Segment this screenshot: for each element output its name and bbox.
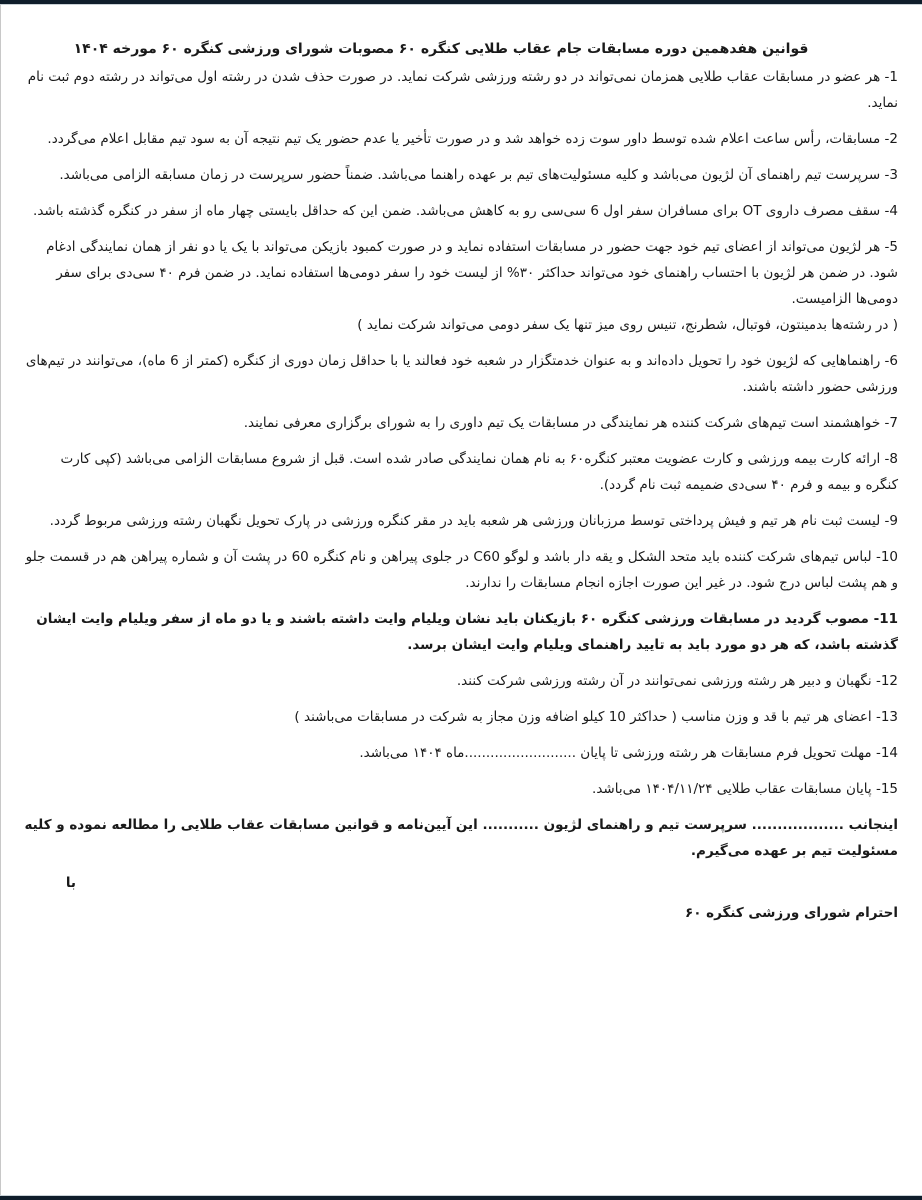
rule-number: 1- [884, 69, 898, 85]
rule-text: خواهشمند است تیم‌های شرکت کننده هر نمایندگی در مسابقات یک تیم داوری را به شورای برگزاری معرفی نمایند. [243, 415, 881, 431]
rule-text: مصوب گردید در مسابقات ورزشی کنگره ۶۰ بازیکنان باید نشان ویلیام وایت داشته باشند و یا دو ماه از سفر ویلیام وایت ایشان گذشته باشد، که هر دو مورد باید به تایید راهنمای ویلیام وایت ایشان برسد. [36, 611, 898, 653]
rule-text: پایان مسابقات عقاب طلایی ۱۴۰۴/۱۱/۲۴ می‌باشد. [592, 781, 872, 797]
rule-item-11 [24, 606, 898, 658]
top-frame-line [0, 4, 922, 5]
rule-number: 10- [875, 549, 898, 565]
rule-number: 11- [873, 611, 898, 627]
rule-text: هر عضو در مسابقات عقاب طلایی همزمان نمی‌تواند در دو رشته ورزشی شرکت نماید. در صورت حذف شدن در رشته اول می‌تواند در رشته دوم ثبت نام نماید. [27, 69, 898, 111]
rule-item-6 [24, 348, 898, 400]
rule-text: ارائه کارت بیمه ورزشی و کارت عضویت معتبر کنگره۶۰ به نام همان نمایندگی صادر شده است. قبل از شروع مسابقات الزامی می‌باشد (کپی کارت کنگره و بیمه و فرم ۴۰ سی‌دی ضمیمه ثبت نام گردد). [60, 451, 898, 493]
rule-number: 12- [875, 673, 898, 689]
rule-text: هر لژیون می‌تواند از اعضای تیم خود جهت حضور در مسابقات استفاده نماید و در صورت کمبود بازیکن می‌تواند با یک یا دو نفر از همان نمایندگی ادغام شود. در ضمن هر لژیون با احتساب راهنمای خود می‌تواند حداکثر ۳۰% از لیست خود را سفر دومی‌ها استفاده نماید. در ضمن فرم ۴۰ سی‌دی برای سفر دومی‌ها الزامیست. [46, 239, 898, 307]
closing-declaration: اینجانب .................. سرپرست تیم و راهنمای لژیون ........... این آیین‌نامه و قوانین مسابقات عقاب طلایی را مطالعه نموده و کلیه مسئولیت تیم بر عهده می‌گیرم. [24, 817, 898, 859]
rule-text: لباس تیم‌های شرکت کننده باید متحد الشکل و یقه دار باشد و لوگو C60 در جلوی پیراهن و نام کنگره 60 در پشت آن و شماره پیراهن هم در قسمت جلو و هم پشت لباس درج شود. در غیر این صورت اجازه انجام مسابقات را ندارند. [25, 549, 898, 591]
rule-text: سرپرست تیم راهنمای آن لژیون می‌باشد و کلیه مسئولیت‌های تیم بر عهده راهنما می‌باشد. ضمناً حضور سرپرست در زمان مسابقه الزامی می‌باشد. [59, 167, 881, 183]
rule-number: 6- [884, 353, 898, 369]
rule-note: ( در رشته‌ها بدمینتون، فوتبال، شطرنج، تنیس روی میز تنها یک سفر دومی می‌تواند شرکت نماید ) [357, 317, 898, 333]
rule-text: لیست ثبت نام هر تیم و فیش پرداختی توسط مرزبانان ورزشی هر شعبه باید در مقر کنگره ورزشی در پارک تحویل نگهبان رشته ورزشی مربوط گردد. [49, 513, 881, 529]
rules-document [24, 36, 898, 926]
rule-text: نگهبان و دبیر هر رشته ورزشی نمی‌توانند در آن رشته ورزشی شرکت کنند. [456, 673, 872, 689]
rule-number: 8- [884, 451, 898, 467]
rule-number: 14- [875, 745, 898, 761]
rule-text: اعضای هر تیم با قد و وزن مناسب ( حداکثر 10 کیلو اضافه وزن مجاز به شرکت در مسابقات می‌باشند ) [294, 709, 872, 725]
left-page-edge [0, 5, 1, 1195]
rule-item-5 [24, 234, 898, 338]
rule-text: راهنماهایی که لژیون خود را تحویل داده‌اند و به عنوان خدمتگزار در شعبه خود فعالند یا با حداقل زمان دوری از کنگره (کمتر از 6 ماه)، می‌توانند در تیم‌های ورزشی حضور داشته باشند. [25, 353, 898, 395]
rule-number: 7- [884, 415, 898, 431]
rule-item-9 [24, 508, 898, 534]
signoff-council: احترام شورای ورزشی کنگره ۶۰ [684, 905, 898, 921]
rule-item-10 [24, 544, 898, 596]
rule-number: 5- [884, 239, 898, 255]
rule-item-12 [24, 668, 898, 694]
rule-item-2 [24, 126, 898, 152]
rule-item-8 [24, 446, 898, 498]
document-title: قوانین هفدهمین دوره مسابقات جام عقاب طلایی کنگره ۶۰ مصوبات شورای ورزشی کنگره ۶۰ مورخه ۱۴۰۴ [73, 41, 809, 57]
rule-item-15 [24, 776, 898, 802]
bottom-frame-bar [0, 1196, 922, 1200]
rule-text: سقف مصرف داروی OT برای مسافران سفر اول 6 سی‌سی رو به کاهش می‌باشد. ضمن این که حداقل بایستی چهار ماه از سفر در کنگره گذشته باشد. [33, 203, 881, 219]
rule-text: مهلت تحویل فرم مسابقات هر رشته ورزشی تا پایان ..........................ماه ۱۴۰۴ می‌باشد. [359, 745, 872, 761]
rule-item-1 [24, 64, 898, 116]
rule-number: 2- [884, 131, 898, 147]
rule-number: 13- [875, 709, 898, 725]
rule-text: مسابقات، رأس ساعت اعلام شده توسط داور سوت زده خواهد شد و در صورت تأخیر یا عدم حضور یک تیم نتیجه آن به سود تیم مقابل اعلام می‌گردد. [47, 131, 881, 147]
closing-ba: با [65, 875, 76, 891]
rule-number: 4- [884, 203, 898, 219]
rule-item-13 [24, 704, 898, 730]
rule-item-4 [24, 198, 898, 224]
rule-number: 9- [884, 513, 898, 529]
rule-item-14 [24, 740, 898, 766]
rule-item-3 [24, 162, 898, 188]
rule-number: 3- [884, 167, 898, 183]
rule-number: 15- [875, 781, 898, 797]
rule-item-7 [24, 410, 898, 436]
